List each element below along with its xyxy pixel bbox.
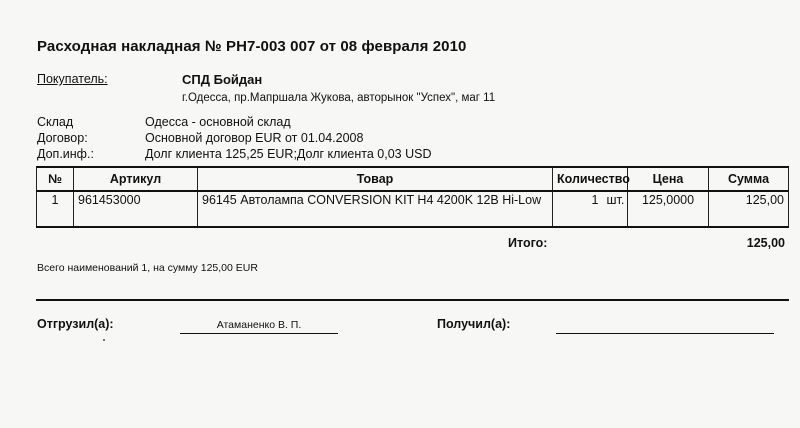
- items-table: [36, 166, 789, 228]
- warehouse-value: Одесса - основной склад: [145, 115, 291, 129]
- buyer-address: г.Одесса, пр.Мапршала Жукова, авторынок "Успех", маг 11: [182, 92, 496, 104]
- total-label: Итого:: [508, 236, 548, 250]
- row-price: 125,0000: [628, 191, 709, 227]
- extra-info-label: Доп.инф.:: [37, 147, 94, 161]
- document-title: Расходная накладная № РН7-003 007 от 08 февраля 2010: [37, 38, 467, 55]
- row-article: 961453000: [74, 191, 198, 227]
- warehouse-label: Склад: [37, 115, 74, 129]
- received-label: Получил(а):: [437, 317, 511, 331]
- header-sum: Сумма: [709, 167, 789, 191]
- header-price: Цена: [628, 167, 709, 191]
- header-qty: Количество: [553, 167, 628, 191]
- row-qty: 1: [553, 191, 603, 227]
- header-article: Артикул: [74, 167, 198, 191]
- row-sum: 125,00: [709, 191, 789, 227]
- row-goods: 96145 Автолампа CONVERSION KIT H4 4200K 12В Hi-Low: [198, 191, 553, 227]
- shipped-label: Отгрузил(а):: [37, 317, 114, 331]
- received-signature-line: [556, 333, 774, 334]
- row-unit: шт.: [603, 191, 628, 227]
- table-row: [37, 191, 789, 227]
- shipped-signature-line: [180, 333, 338, 334]
- shipped-name: Атаманенко В. П.: [216, 319, 302, 331]
- total-summary: Всего наименований 1, на сумму 125,00 EUR: [37, 262, 258, 274]
- row-num: 1: [37, 191, 74, 227]
- buyer-label: Покупатель:: [37, 72, 108, 86]
- contract-label: Договор:: [37, 131, 88, 145]
- header-goods: Товар: [198, 167, 553, 191]
- separator-line: [36, 299, 789, 301]
- buyer-name: СПД Бойдан: [182, 72, 263, 87]
- contract-value: Основной договор EUR от 01.04.2008: [145, 131, 364, 145]
- header-num: №: [37, 167, 74, 191]
- total-value: 125,00: [746, 236, 785, 250]
- table-header-row: [37, 167, 789, 191]
- extra-info-value: Долг клиента 125,25 EUR;Долг клиента 0,03 USD: [145, 147, 432, 161]
- speck-mark: [103, 339, 105, 341]
